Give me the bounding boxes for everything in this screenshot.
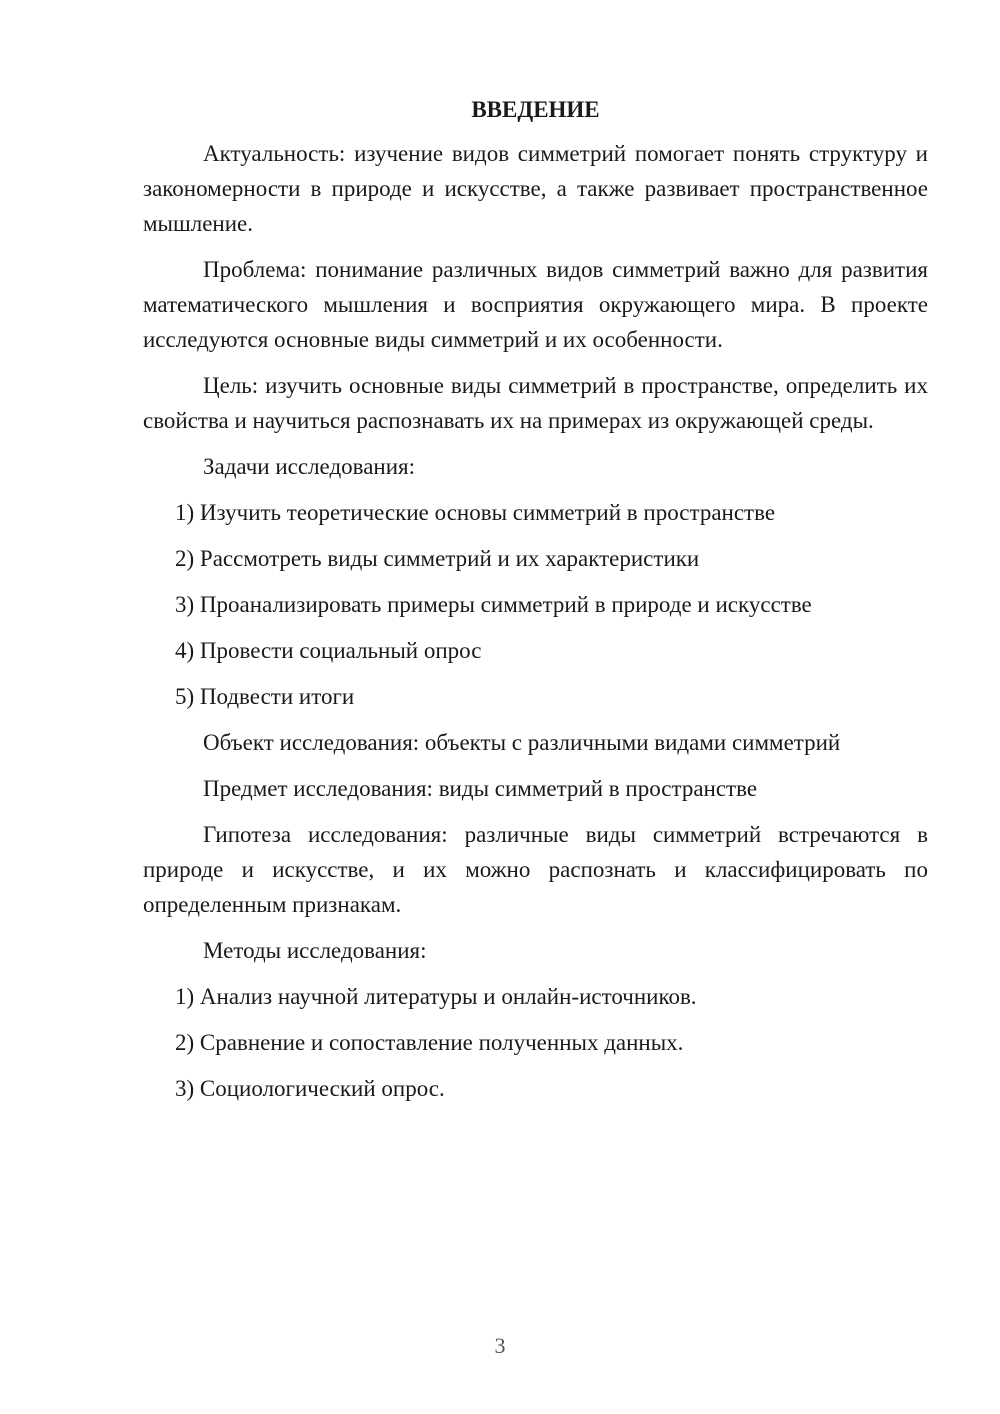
hypothesis-paragraph: Гипотеза исследования: различные виды симметрий встречаются в природе и искусстве, и их можно распознать и классифицировать по определенным признакам. [143, 822, 928, 917]
page-content [143, 92, 928, 1117]
subject-paragraph: Предмет исследования: виды симметрий в пространстве [203, 776, 758, 801]
relevance-paragraph: Актуальность: изучение видов симметрий помогает понять структуру и закономерности в природе и искусстве, а также развивает пространственное мышление. [143, 141, 928, 236]
list-item: 3) Социологический опрос. [175, 1076, 445, 1101]
methods-heading: Методы исследования: [203, 938, 427, 963]
list-item: 4) Провести социальный опрос [175, 638, 482, 663]
list-item: 2) Рассмотреть виды симметрий и их характеристики [175, 546, 700, 571]
list-item: 1) Изучить теоретические основы симметрий в пространстве [175, 500, 776, 525]
goal-paragraph: Цель: изучить основные виды симметрий в пространстве, определить их свойства и научиться распознавать их на примерах из окружающей среды. [143, 373, 928, 433]
page-number: 3 [494, 1333, 506, 1358]
tasks-list [143, 495, 928, 714]
list-item: 5) Подвести итоги [175, 684, 355, 709]
tasks-heading: Задачи исследования: [203, 454, 416, 479]
problem-paragraph: Проблема: понимание различных видов симметрий важно для развития математического мышления и восприятия окружающего мира. В проекте исследуются основные виды симметрий и их особенности. [143, 257, 928, 352]
methods-list [143, 979, 928, 1106]
list-item: 2) Сравнение и сопоставление полученных данных. [175, 1030, 684, 1055]
page-title: ВВЕДЕНИЕ [471, 97, 600, 122]
list-item: 3) Проанализировать примеры симметрий в природе и искусстве [175, 592, 812, 617]
object-paragraph: Объект исследования: объекты с различными видами симметрий [203, 730, 841, 755]
list-item: 1) Анализ научной литературы и онлайн-источников. [175, 984, 697, 1009]
